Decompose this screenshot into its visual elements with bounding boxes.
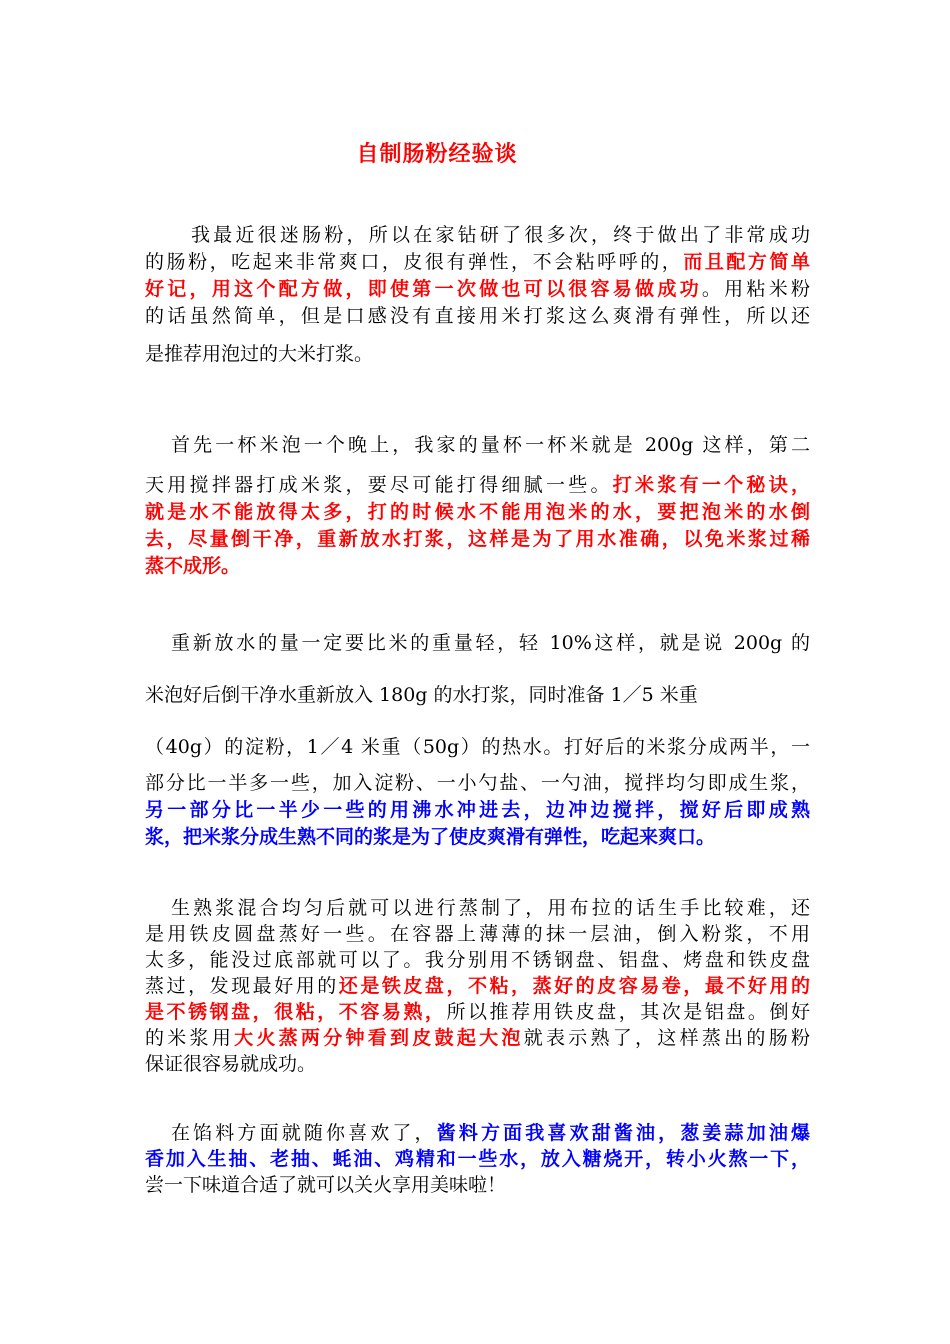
text-line: 保证很容易就成功。: [145, 1053, 317, 1075]
text-line: 首先一杯米泡一个晚上，我家的量杯一杯米就是 200g 这样，第二: [171, 434, 810, 456]
text-span: 的肠粉，吃起来非常爽口，皮很有弹性，不会粘呼呼的，: [145, 251, 684, 273]
text-span: 就表示熟了，这样蒸出的肠粉: [523, 1027, 810, 1049]
text-line: 是用铁皮圆盘蒸好一些。在容器上薄薄的抹一层油，倒入粉浆，不用: [145, 923, 810, 945]
text-line: [145, 999, 810, 1025]
text-line: 我最近很迷肠粉，所以在家钻研了很多次，终于做出了非常成功: [191, 224, 810, 246]
paragraph-sauce: [145, 1120, 810, 1198]
emphasis-blue: 另一部分比一半少一些的用沸水冲进去，边冲边搅拌，搅好后即成熟: [145, 799, 810, 821]
text-span: 在馅料方面就随你喜欢了，: [171, 1122, 437, 1144]
text-span: 天用搅拌器打成米浆，要尽可能打得细腻一些。: [145, 474, 613, 496]
emphasis-blue: 香加入生抽、老抽、蚝油、鸡精和一些水，放入糖烧开，转小火熬一下，: [145, 1148, 810, 1170]
text-line: 部分比一半多一些，加入淀粉、一小勺盐、一勺油，搅拌均匀即成生浆，: [145, 772, 810, 794]
emphasis-red: 是不锈钢盘，很粘，不容易熟，: [145, 1001, 447, 1023]
paragraph-ratios: [145, 630, 810, 851]
text-span: 所以推荐用铁皮盘，其次是铝盘。倒好: [446, 1001, 810, 1023]
emphasis-red: 就是水不能放得太多，打的时候水不能用泡米的水，要把泡米的水倒: [145, 501, 810, 523]
text-line: [145, 249, 810, 276]
text-line: [145, 472, 810, 499]
emphasis-red: 而且配方简单: [683, 251, 810, 273]
page-title: 自制肠粉经验谈: [356, 141, 518, 167]
emphasis-blue: 浆，把米浆分成生熟不同的浆是为了使皮爽滑有弹性，吃起来爽口。: [145, 826, 716, 848]
emphasis-red: 打米浆有一个秘诀，: [612, 474, 810, 496]
emphasis-red: 大火蒸两分钟看到皮鼓起大泡: [234, 1027, 524, 1049]
text-line: 是推荐用泡过的大米打浆。: [145, 343, 374, 365]
paragraph-intro: [145, 222, 810, 368]
text-line: 生熟浆混合均匀后就可以进行蒸制了，用布拉的话生手比较难，还: [171, 897, 810, 919]
text-line: [145, 1120, 810, 1146]
text-line: （40g）的淀粉，1／4 米重（50g）的热水。打好后的米浆分成两半，一: [145, 736, 810, 758]
text-span: 蒸过，发现最好用的: [145, 975, 339, 997]
text-line: 重新放水的量一定要比米的重量轻，轻 10%这样，就是说 200g 的: [171, 632, 810, 654]
text-line: 太多，能没过底部就可以了。我分别用不锈钢盘、铝盘、烤盘和铁皮盘: [145, 949, 810, 971]
text-line: 尝一下味道合适了就可以关火享用美味啦！: [145, 1174, 507, 1196]
text-line: [145, 1025, 810, 1051]
emphasis-blue: 酱料方面我喜欢甜酱油，葱姜蒜加油爆: [436, 1122, 810, 1144]
emphasis-red: 好记，用这个配方做，即使第一次做也可以很容易做成功: [145, 278, 702, 300]
text-span: 的米浆用: [145, 1027, 235, 1049]
text-line: 米泡好后倒干净水重新放入 180g 的水打浆，同时准备 1／5 米重: [145, 684, 698, 706]
emphasis-red: 蒸不成形。: [145, 555, 241, 577]
text-line: [145, 276, 810, 303]
emphasis-red: 去，尽量倒干净，重新放水打浆，这样是为了用水准确，以免米浆过稀: [145, 528, 810, 550]
paragraph-soaking: [145, 432, 810, 580]
text-span: 。用粘米粉: [701, 278, 810, 300]
text-line: [145, 973, 810, 999]
paragraph-steaming: [145, 895, 810, 1077]
text-line: 的话虽然简单，但是口感没有直接用米打浆这么爽滑有弹性，所以还: [145, 305, 810, 327]
emphasis-red: 还是铁皮盘，不粘，蒸好的皮容易卷，最不好用的: [338, 975, 810, 997]
